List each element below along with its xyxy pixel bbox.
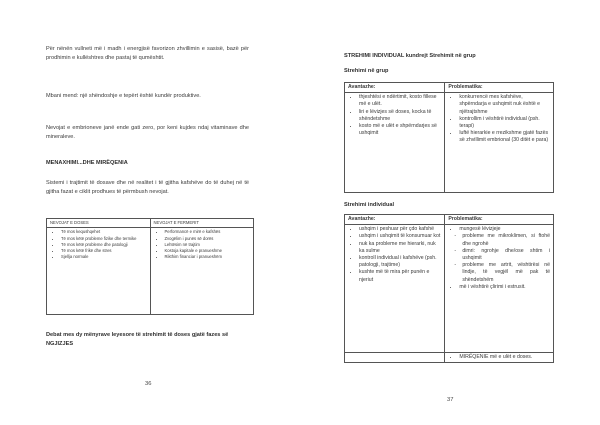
list-item: • konkurrencë mes kafshëve, shpërndarja e ushqimit nuk është e njëtrajtshme: [459, 94, 550, 116]
group-table-header-row: [345, 83, 554, 93]
right-page: [300, 0, 600, 425]
list-item: • kontroll individual i kafshëve (psh. patologji, trajtime): [359, 255, 441, 269]
sow-needs-cell: [47, 228, 151, 315]
list-item: • më i vështirë çlirimi i estrusit.: [459, 284, 550, 291]
group-housing-table: [344, 82, 554, 193]
group-problems-cell: [445, 93, 554, 193]
list-item: • liri e lëvizjes së doses, kocka të shëndetshme: [359, 109, 441, 123]
list-item: • kushte më të mira për punën e njeriut: [359, 269, 441, 283]
debate-heading: Debat mes dy mënyrave leyesore të strehimit të doses gjatë fazes së NGJIZJES: [46, 332, 229, 347]
individual-advantages-header: Avantazhe:: [345, 215, 445, 225]
list-item: • Sjellja normale: [61, 254, 147, 260]
sub-list-item: - probleme me artrit, vështirësi në lindje, të vegjël më pak të shëndetshëm: [462, 262, 550, 284]
sow-needs-header: NEVOJAT E DOSES: [47, 219, 151, 228]
list-item: • Lehtësim në trajtim: [165, 242, 251, 248]
individual-table-body-row: [345, 225, 554, 353]
label-individual-housing: Strehimi individual: [344, 202, 395, 208]
paragraph-energy: Për nënën vullneti më i madh i energjisë favorizon zhvillimin e sasisë, bazë për prodhimin e kullështres dhe pastaj të qumështit.: [46, 46, 249, 61]
needs-table-body-row: [47, 228, 254, 315]
group-table-body-row: [345, 93, 554, 193]
list-item: • MIRËQENIE më e ulët e doses.: [459, 354, 550, 361]
paragraph-remember: Mbani mend: një shëndoshje e tepërt është kundër produktive.: [46, 93, 201, 99]
list-item: • Performancë e mirë e kafshës: [165, 229, 251, 235]
heading-management-welfare: MENAXHIMI...DHE MIRËQENIA: [46, 160, 128, 166]
individual-bottom-cell: [445, 353, 554, 363]
individual-advantages-cell: [345, 225, 445, 353]
list-item: • mungesë lëvizjeje: [459, 226, 550, 233]
individual-housing-table: [344, 214, 554, 363]
needs-table: [46, 218, 254, 315]
list-item: • Të mos këtë probleme fizike dhe termike: [61, 236, 147, 242]
label-group-housing: Strehimi në grup: [344, 68, 389, 74]
page-number-right: 37: [447, 397, 454, 403]
individual-table-bottom-row: [345, 353, 554, 363]
paragraph-system: Sistemi i trajtimit të dosave dhe në realitet i të gjitha kafshëve do të duhej në të gjitha fazat e ciklit prodhues të përmbush nevojat.: [46, 180, 249, 195]
list-item: • Zvogëlim i punës së dorës: [165, 236, 251, 242]
list-item: • kontrollim i vështirë individual (psh. terapi): [459, 116, 550, 130]
group-advantages-header: Avantazhe:: [345, 83, 445, 93]
individual-bottom-empty-cell: [345, 353, 445, 363]
list-item: • nuk ka probleme me hierarki, nuk ka sulme: [359, 241, 441, 255]
page-number-left: 36: [145, 381, 152, 387]
list-item: • Të mos këtë frikë dhe stres: [61, 248, 147, 254]
list-item: • Të mos këtë probleme dhe patologji: [61, 242, 147, 248]
list-item: • kosto më e ulët e shpërndarjes së ushqimit: [359, 123, 441, 137]
sub-list-item: - dimri: ngrohje dhe/ose shtim i ushqimit: [462, 248, 550, 262]
list-item: • ushqim i ushqimit të konsumuar kot: [359, 233, 441, 240]
list-item: • Kostoja kapitale e pranueshme: [165, 248, 251, 254]
list-item: • thjeshtësi e ndërtimit, kosto fillese më e ulët.: [359, 94, 441, 108]
individual-table-header-row: [345, 215, 554, 225]
sub-list-item: - probleme me mikroklimen, si ftohë dhe ngrohë: [462, 233, 550, 247]
sub-problem-list: [448, 233, 550, 283]
paragraph-embryo-needs: Nevojat e embrioneve janë ende gati zero, por keni kujdes ndaj vitaminave dhe mineraleve.: [46, 125, 249, 140]
list-item: • ushqim i peshuar për çdo kafshë: [359, 226, 441, 233]
group-advantages-cell: [345, 93, 445, 193]
individual-problems-cell: [445, 225, 554, 353]
list-item: • luftë hierarkie e rrezikshme gjatë fazës së zhvillimit embrional (30 ditët e para): [459, 130, 550, 144]
farmer-needs-header: NEVOJAT E FERMERIT: [150, 219, 254, 228]
list-item: • Rikthim financiar i pranueshëm: [165, 254, 251, 260]
heading-individual-vs-group: STREHIMI INDIVIDUAL kundrejt Strehimit në grup: [344, 53, 476, 59]
individual-problems-header: Problematika:: [445, 215, 554, 225]
needs-table-header-row: [47, 219, 254, 228]
list-item: • Të mos kequshqehet: [61, 229, 147, 235]
group-problems-header: Problematika:: [445, 83, 554, 93]
farmer-needs-cell: [150, 228, 254, 315]
